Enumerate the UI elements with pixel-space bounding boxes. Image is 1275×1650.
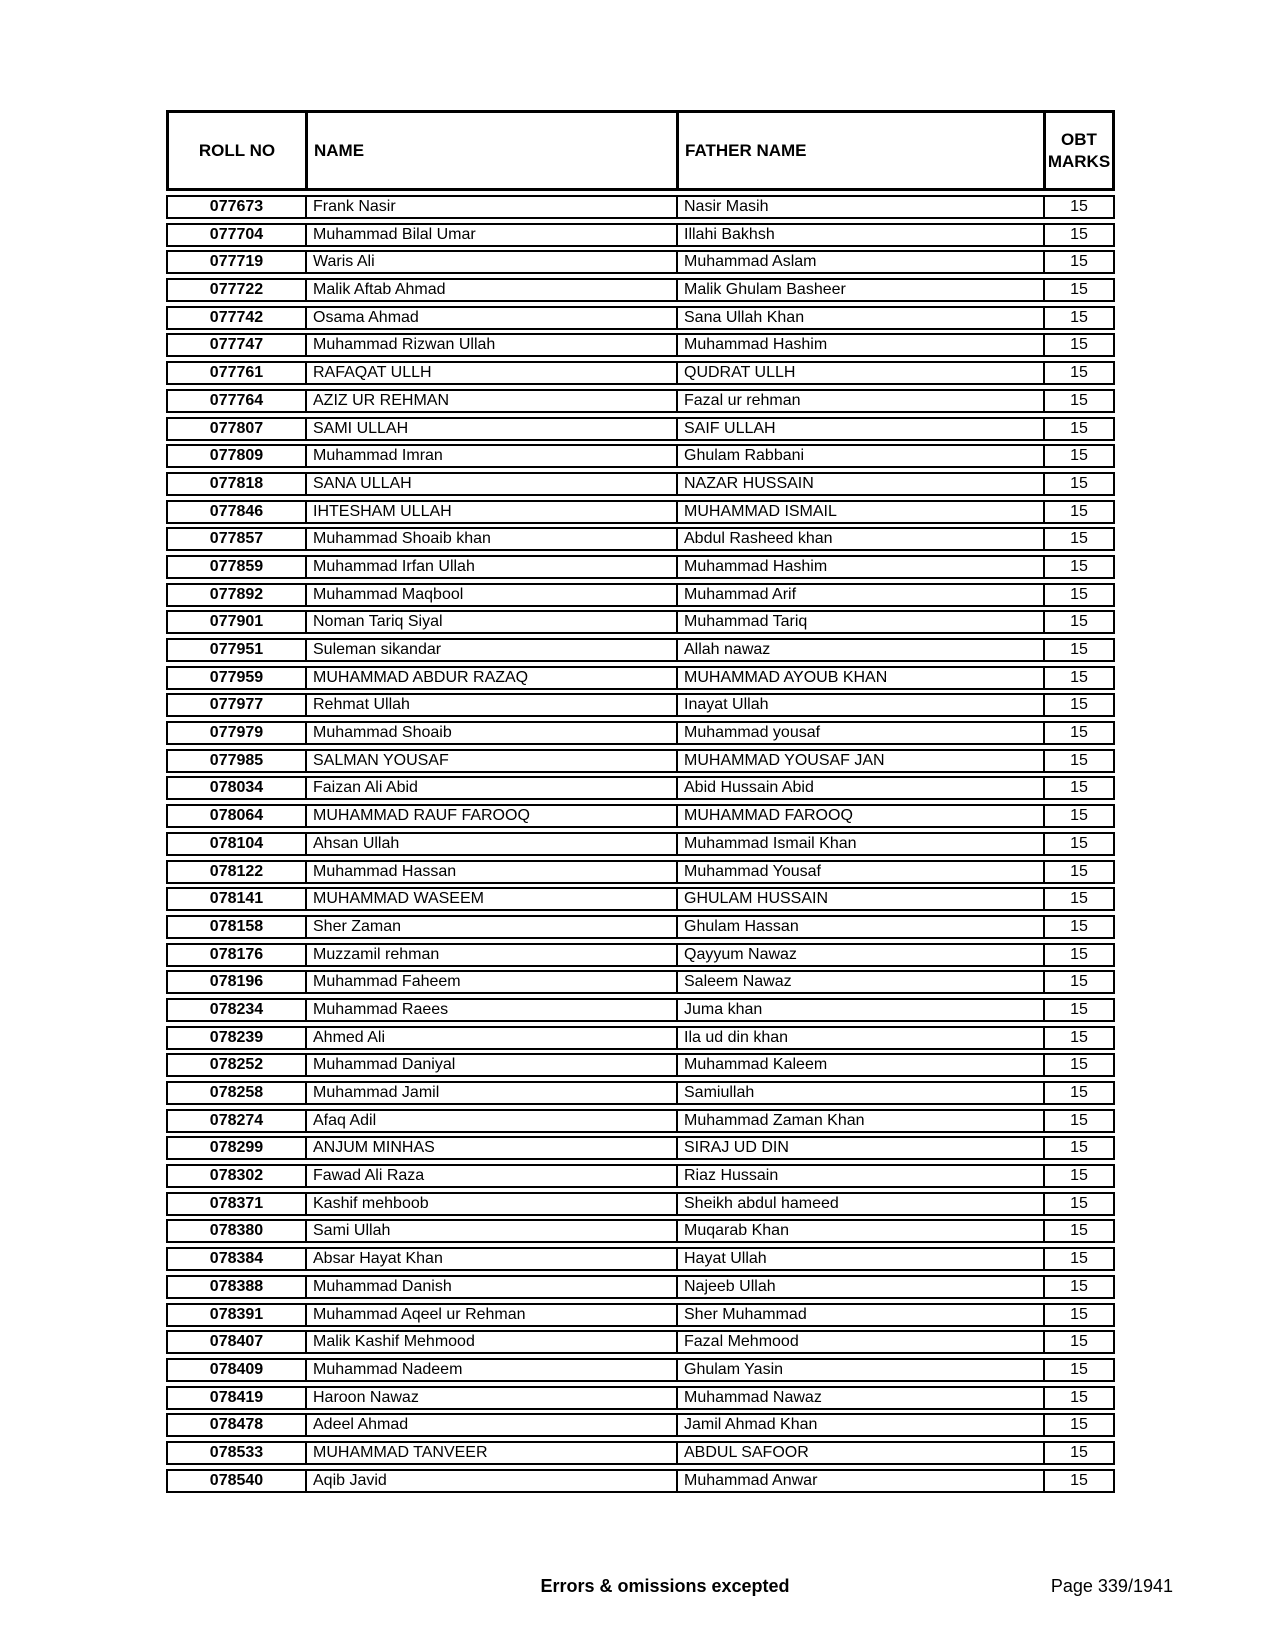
- header-roll-no: ROLL NO: [198, 140, 276, 160]
- cell-obt-marks: 15: [1043, 1111, 1113, 1131]
- cell-obt-marks: 15: [1043, 529, 1113, 549]
- cell-obt-marks: 15: [1043, 917, 1113, 937]
- table-row: [166, 1109, 1115, 1133]
- table-row: [166, 1081, 1115, 1105]
- cell-father-name: Riaz Hussain: [676, 1166, 1043, 1186]
- cell-obt-marks: 15: [1043, 308, 1113, 328]
- results-table: [166, 110, 1115, 1496]
- cell-roll-no: 077951: [209, 641, 264, 658]
- cell-obt-marks: 15: [1043, 1138, 1113, 1158]
- cell-name: Muhammad Raees: [305, 1000, 676, 1020]
- cell-obt-marks: 15: [1043, 197, 1113, 217]
- cell-roll-no: 077979: [209, 724, 264, 742]
- cell-father-name: QUDRAT ULLH: [676, 363, 1043, 383]
- cell-father-name: Muhammad Tariq: [676, 612, 1043, 632]
- cell-name: Muhammad Danish: [305, 1277, 676, 1297]
- cell-father-name: ABDUL SAFOOR: [676, 1443, 1043, 1463]
- cell-roll-no: 078176: [209, 945, 264, 963]
- cell-roll-no: 077747: [209, 336, 264, 354]
- table-row: [166, 1136, 1115, 1160]
- cell-obt-marks: 15: [1043, 972, 1113, 992]
- table-row: [166, 804, 1115, 828]
- cell-name: Faizan Ali Abid: [305, 778, 676, 798]
- cell-father-name: Muhammad Aslam: [676, 252, 1043, 272]
- table-row: [166, 749, 1115, 773]
- cell-name: Osama Ahmad: [305, 308, 676, 328]
- cell-obt-marks: 15: [1043, 252, 1113, 272]
- table-row: [166, 638, 1115, 662]
- cell-roll-no: 078384: [209, 1250, 264, 1268]
- cell-roll-no: 077764: [209, 391, 264, 409]
- cell-obt-marks: 15: [1043, 1028, 1113, 1048]
- cell-name: Suleman sikandar: [305, 640, 676, 660]
- table-row: [166, 1303, 1115, 1327]
- cell-father-name: GHULAM HUSSAIN: [676, 889, 1043, 909]
- table-row: [166, 1192, 1115, 1216]
- cell-name: Fawad Ali Raza: [305, 1166, 676, 1186]
- cell-roll-no: 078104: [209, 834, 264, 852]
- table-row: [166, 417, 1115, 441]
- cell-name: Adeel Ahmad: [305, 1415, 676, 1435]
- table-row: [166, 1053, 1115, 1077]
- cell-roll-no: 077742: [209, 308, 264, 326]
- cell-obt-marks: 15: [1043, 335, 1113, 355]
- cell-father-name: MUHAMMAD AYOUB KHAN: [676, 668, 1043, 688]
- cell-obt-marks: 15: [1043, 1332, 1113, 1352]
- cell-name: Muhammad Nadeem: [305, 1360, 676, 1380]
- table-row: [166, 1358, 1115, 1382]
- cell-father-name: Muhammad Zaman Khan: [676, 1111, 1043, 1131]
- cell-name: Muhammad Hassan: [305, 862, 676, 882]
- table-row: [166, 1441, 1115, 1465]
- cell-roll-no: 078419: [209, 1388, 264, 1406]
- cell-name: MUHAMMAD ABDUR RAZAQ: [305, 668, 676, 688]
- cell-father-name: Saleem Nawaz: [676, 972, 1043, 992]
- cell-father-name: Fazal Mehmood: [676, 1332, 1043, 1352]
- cell-obt-marks: 15: [1043, 889, 1113, 909]
- cell-obt-marks: 15: [1043, 640, 1113, 660]
- cell-father-name: Ghulam Rabbani: [676, 446, 1043, 466]
- cell-name: Muhammad Bilal Umar: [305, 225, 676, 245]
- table-row: [166, 1164, 1115, 1188]
- cell-father-name: Nasir Masih: [676, 197, 1043, 217]
- cell-father-name: Jamil Ahmad Khan: [676, 1415, 1043, 1435]
- cell-roll-no: 077857: [209, 530, 264, 548]
- cell-roll-no: 077761: [209, 364, 264, 382]
- cell-roll-no: 078407: [209, 1333, 264, 1351]
- cell-father-name: Abid Hussain Abid: [676, 778, 1043, 798]
- cell-roll-no: 078274: [209, 1111, 264, 1129]
- cell-name: Ahmed Ali: [305, 1028, 676, 1048]
- cell-roll-no: 077673: [209, 198, 264, 215]
- cell-obt-marks: 15: [1043, 668, 1113, 688]
- cell-father-name: Inayat Ullah: [676, 695, 1043, 715]
- cell-roll-no: 078533: [209, 1443, 264, 1461]
- cell-name: SAMI ULLAH: [305, 419, 676, 439]
- cell-father-name: SAIF ULLAH: [676, 419, 1043, 439]
- cell-father-name: Samiullah: [676, 1083, 1043, 1103]
- cell-name: Haroon Nawaz: [305, 1388, 676, 1408]
- cell-father-name: Hayat Ullah: [676, 1249, 1043, 1269]
- cell-name: Muhammad Daniyal: [305, 1055, 676, 1075]
- cell-name: Aqib Javid: [305, 1471, 676, 1491]
- cell-obt-marks: 15: [1043, 945, 1113, 965]
- cell-father-name: Malik Ghulam Basheer: [676, 280, 1043, 300]
- cell-roll-no: 078388: [209, 1277, 264, 1295]
- cell-name: IHTESHAM ULLAH: [305, 502, 676, 522]
- cell-father-name: Fazal ur rehman: [676, 391, 1043, 411]
- table-row: [166, 1026, 1115, 1050]
- cell-obt-marks: 15: [1043, 1000, 1113, 1020]
- table-row: [166, 693, 1115, 717]
- cell-father-name: Sheikh abdul hameed: [676, 1194, 1043, 1214]
- cell-roll-no: 077959: [209, 668, 264, 686]
- cell-roll-no: 077859: [209, 557, 264, 575]
- cell-father-name: Muhammad Anwar: [676, 1471, 1043, 1491]
- cell-father-name: Allah nawaz: [676, 640, 1043, 660]
- cell-name: SALMAN YOUSAF: [305, 751, 676, 771]
- cell-obt-marks: 15: [1043, 723, 1113, 743]
- cell-name: Kashif mehboob: [305, 1194, 676, 1214]
- cell-roll-no: 077809: [209, 447, 264, 465]
- footer-page-number: Page 339/1941: [1050, 1576, 1173, 1596]
- cell-obt-marks: 15: [1043, 1055, 1113, 1075]
- cell-roll-no: 078252: [209, 1056, 264, 1074]
- cell-name: Malik Aftab Ahmad: [305, 280, 676, 300]
- table-row: [166, 832, 1115, 856]
- table-row: [166, 970, 1115, 994]
- table-row: [166, 1386, 1115, 1410]
- cell-roll-no: 077818: [209, 474, 264, 492]
- cell-father-name: Qayyum Nawaz: [676, 945, 1043, 965]
- cell-obt-marks: 15: [1043, 1277, 1113, 1297]
- cell-name: Noman Tariq Siyal: [305, 612, 676, 632]
- cell-name: Rehmat Ullah: [305, 695, 676, 715]
- cell-name: Muhammad Faheem: [305, 972, 676, 992]
- cell-roll-no: 077892: [209, 585, 264, 603]
- cell-roll-no: 078034: [209, 779, 264, 797]
- table-row: [166, 333, 1115, 357]
- table-row: [166, 915, 1115, 939]
- cell-father-name: MUHAMMAD FAROOQ: [676, 806, 1043, 826]
- cell-roll-no: 078239: [209, 1028, 264, 1046]
- table-row: [166, 943, 1115, 967]
- cell-obt-marks: 15: [1043, 1415, 1113, 1435]
- cell-obt-marks: 15: [1043, 695, 1113, 715]
- cell-obt-marks: 15: [1043, 1166, 1113, 1186]
- cell-name: Ahsan Ullah: [305, 834, 676, 854]
- cell-obt-marks: 15: [1043, 751, 1113, 771]
- cell-roll-no: 078540: [209, 1471, 264, 1489]
- cell-roll-no: 078478: [209, 1416, 264, 1434]
- cell-roll-no: 078409: [209, 1360, 264, 1378]
- cell-name: MUHAMMAD RAUF FAROOQ: [305, 806, 676, 826]
- table-row: [166, 776, 1115, 800]
- cell-obt-marks: 15: [1043, 1471, 1113, 1491]
- table-row: [166, 472, 1115, 496]
- cell-obt-marks: 15: [1043, 1443, 1113, 1463]
- table-row: [166, 998, 1115, 1022]
- table-row: [166, 610, 1115, 634]
- cell-father-name: Muhammad Yousaf: [676, 862, 1043, 882]
- cell-name: MUHAMMAD TANVEER: [305, 1443, 676, 1463]
- cell-father-name: Illahi Bakhsh: [676, 225, 1043, 245]
- cell-name: Muhammad Shoaib: [305, 723, 676, 743]
- cell-obt-marks: 15: [1043, 834, 1113, 854]
- table-row: [166, 444, 1115, 468]
- cell-name: ANJUM MINHAS: [305, 1138, 676, 1158]
- cell-name: Waris Ali: [305, 252, 676, 272]
- header-name: NAME: [305, 113, 676, 188]
- cell-father-name: MUHAMMAD ISMAIL: [676, 502, 1043, 522]
- cell-roll-no: 077846: [209, 502, 264, 520]
- cell-roll-no: 078302: [209, 1167, 264, 1185]
- cell-roll-no: 078371: [209, 1194, 264, 1212]
- cell-roll-no: 077704: [209, 225, 264, 243]
- cell-father-name: Muhammad yousaf: [676, 723, 1043, 743]
- cell-obt-marks: 15: [1043, 391, 1113, 411]
- cell-roll-no: 078158: [209, 917, 264, 935]
- table-row: [166, 860, 1115, 884]
- table-row: [166, 361, 1115, 385]
- cell-father-name: Muhammad Hashim: [676, 335, 1043, 355]
- cell-name: Muzzamil rehman: [305, 945, 676, 965]
- table-header-row: [166, 110, 1115, 191]
- cell-father-name: Muhammad Nawaz: [676, 1388, 1043, 1408]
- cell-roll-no: 077977: [209, 696, 264, 714]
- table-row: [166, 500, 1115, 524]
- cell-name: Muhammad Irfan Ullah: [305, 557, 676, 577]
- table-row: [166, 389, 1115, 413]
- cell-father-name: Ghulam Yasin: [676, 1360, 1043, 1380]
- cell-father-name: SIRAJ UD DIN: [676, 1138, 1043, 1158]
- cell-roll-no: 077985: [209, 751, 264, 769]
- cell-name: Frank Nasir: [305, 197, 676, 217]
- cell-roll-no: 078196: [209, 973, 264, 991]
- cell-obt-marks: 15: [1043, 1221, 1113, 1241]
- table-body: [166, 195, 1115, 1493]
- cell-roll-no: 078064: [209, 807, 264, 825]
- table-row: [166, 1247, 1115, 1271]
- cell-obt-marks: 15: [1043, 585, 1113, 605]
- cell-obt-marks: 15: [1043, 363, 1113, 383]
- cell-obt-marks: 15: [1043, 225, 1113, 245]
- footer-note: Errors & omissions excepted: [540, 1576, 790, 1596]
- cell-father-name: NAZAR HUSSAIN: [676, 474, 1043, 494]
- cell-obt-marks: 15: [1043, 1388, 1113, 1408]
- table-row: [166, 1219, 1115, 1243]
- cell-roll-no: 078258: [209, 1084, 264, 1101]
- cell-obt-marks: 15: [1043, 474, 1113, 494]
- cell-name: Muhammad Aqeel ur Rehman: [305, 1305, 676, 1325]
- cell-obt-marks: 15: [1043, 862, 1113, 882]
- cell-name: Muhammad Jamil: [305, 1083, 676, 1103]
- table-row: [166, 250, 1115, 274]
- cell-father-name: Abdul Rasheed khan: [676, 529, 1043, 549]
- cell-roll-no: 078141: [209, 890, 264, 908]
- cell-obt-marks: 15: [1043, 806, 1113, 826]
- cell-name: Muhammad Imran: [305, 446, 676, 466]
- cell-father-name: Muhammad Kaleem: [676, 1055, 1043, 1075]
- cell-name: SANA ULLAH: [305, 474, 676, 494]
- cell-roll-no: 077807: [209, 419, 264, 437]
- cell-obt-marks: 15: [1043, 1305, 1113, 1325]
- cell-name: AZIZ UR REHMAN: [305, 391, 676, 411]
- table-row: [166, 887, 1115, 911]
- table-row: [166, 1330, 1115, 1354]
- cell-obt-marks: 15: [1043, 419, 1113, 439]
- cell-obt-marks: 15: [1043, 1360, 1113, 1380]
- cell-roll-no: 078299: [209, 1139, 264, 1157]
- cell-father-name: Juma khan: [676, 1000, 1043, 1020]
- cell-obt-marks: 15: [1043, 502, 1113, 522]
- cell-father-name: Muhammad Arif: [676, 585, 1043, 605]
- cell-obt-marks: 15: [1043, 1083, 1113, 1103]
- cell-father-name: Muqarab Khan: [676, 1221, 1043, 1241]
- cell-roll-no: 078234: [209, 1000, 264, 1018]
- cell-father-name: Sana Ullah Khan: [676, 308, 1043, 328]
- cell-roll-no: 077722: [209, 281, 264, 299]
- cell-name: Afaq Adil: [305, 1111, 676, 1131]
- table-row: [166, 583, 1115, 607]
- cell-father-name: Ghulam Hassan: [676, 917, 1043, 937]
- cell-father-name: Sher Muhammad: [676, 1305, 1043, 1325]
- cell-roll-no: 077719: [209, 253, 264, 271]
- cell-obt-marks: 15: [1043, 557, 1113, 577]
- cell-father-name: Najeeb Ullah: [676, 1277, 1043, 1297]
- cell-name: Muhammad Rizwan Ullah: [305, 335, 676, 355]
- cell-name: Muhammad Shoaib khan: [305, 529, 676, 549]
- header-father-name: FATHER NAME: [676, 113, 1043, 188]
- cell-roll-no: 078380: [209, 1222, 264, 1240]
- table-row: [166, 1469, 1115, 1493]
- cell-name: Malik Kashif Mehmood: [305, 1332, 676, 1352]
- table-row: [166, 721, 1115, 745]
- cell-obt-marks: 15: [1043, 280, 1113, 300]
- cell-obt-marks: 15: [1043, 778, 1113, 798]
- table-row: [166, 555, 1115, 579]
- table-row: [166, 1275, 1115, 1299]
- table-row: [166, 1413, 1115, 1437]
- cell-name: Sher Zaman: [305, 917, 676, 937]
- table-row: [166, 195, 1115, 219]
- cell-obt-marks: 15: [1043, 612, 1113, 632]
- header-obt-marks: OBT MARKS: [1043, 113, 1112, 188]
- cell-name: Absar Hayat Khan: [305, 1249, 676, 1269]
- cell-name: RAFAQAT ULLH: [305, 363, 676, 383]
- cell-obt-marks: 15: [1043, 1249, 1113, 1269]
- cell-father-name: Ila ud din khan: [676, 1028, 1043, 1048]
- cell-name: MUHAMMAD WASEEM: [305, 889, 676, 909]
- cell-obt-marks: 15: [1043, 446, 1113, 466]
- cell-name: Muhammad Maqbool: [305, 585, 676, 605]
- cell-name: Sami Ullah: [305, 1221, 676, 1241]
- cell-father-name: MUHAMMAD YOUSAF JAN: [676, 751, 1043, 771]
- cell-father-name: Muhammad Ismail Khan: [676, 834, 1043, 854]
- cell-roll-no: 078391: [209, 1305, 264, 1323]
- table-row: [166, 666, 1115, 690]
- table-row: [166, 278, 1115, 302]
- table-row: [166, 223, 1115, 247]
- table-row: [166, 527, 1115, 551]
- cell-roll-no: 077901: [209, 613, 264, 631]
- cell-father-name: Muhammad Hashim: [676, 557, 1043, 577]
- cell-roll-no: 078122: [209, 862, 264, 880]
- cell-obt-marks: 15: [1043, 1194, 1113, 1214]
- table-row: [166, 306, 1115, 330]
